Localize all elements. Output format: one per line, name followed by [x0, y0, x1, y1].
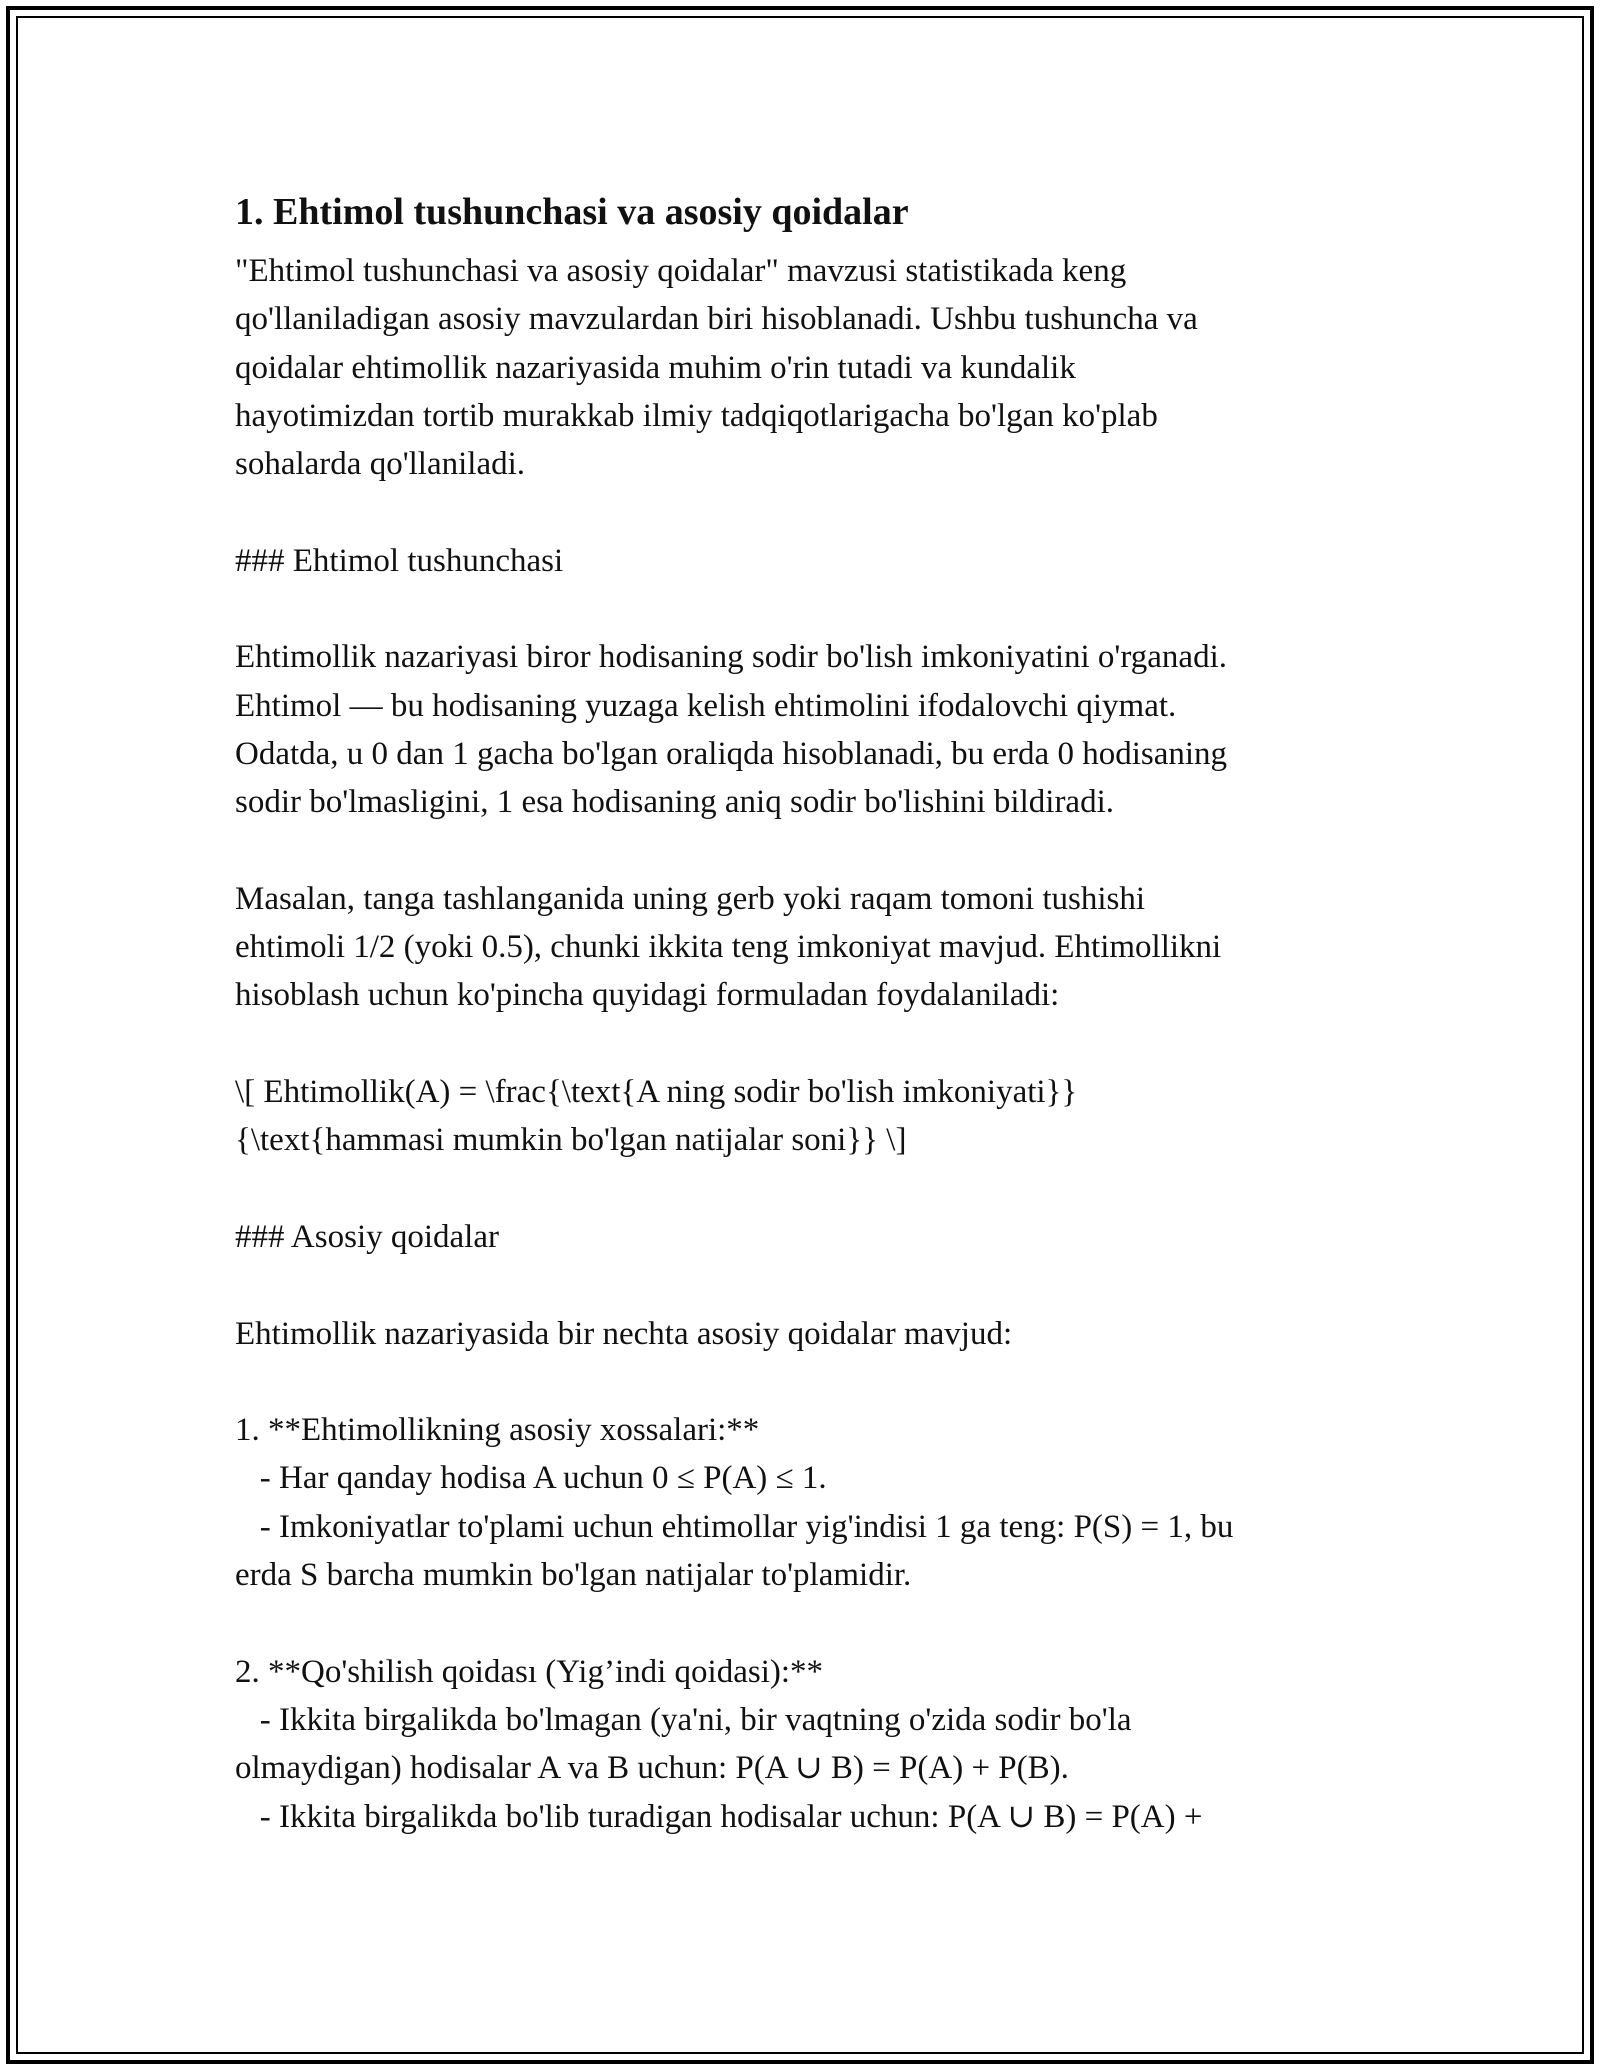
text-line: qo'llaniladigan asosiy mavzulardan biri hisoblanadi. Ushbu tushuncha va [235, 301, 1198, 338]
text-line: Ehtimol — bu hodisaning yuzaga kelish ehtimolini ifodalovchi qiymat. [235, 687, 1177, 724]
spacer [235, 1165, 1365, 1213]
section-heading-rules: ### Asosiy qoidalar [235, 1218, 499, 1255]
list-subitem: - Har qanday hodisa A uchun 0 ≤ P(A) ≤ 1. [235, 1460, 827, 1497]
rule-1-block [235, 1406, 1365, 1599]
rules-intro: Ehtimollik nazariyasida bir nechta asosiy qoidalar mavjud: [235, 1315, 1013, 1352]
document-body [235, 185, 1365, 1841]
text-line: "Ehtimol tushunchasi va asosiy qoidalar" mavzusi statistikada keng [235, 253, 1127, 289]
list-subitem: - Ikkita birgalikda bo'lmagan (ya'ni, bir vaqtning o'zida sodir bo'la [235, 1701, 1132, 1738]
page-title: 1. Ehtimol tushunchasi va asosiy qoidalar [235, 191, 909, 233]
spacer [235, 1020, 1365, 1068]
formula-block [235, 1068, 1365, 1165]
text-line: Odatda, u 0 dan 1 gacha bo'lgan oraliqda hisoblanadi, bu erda 0 hodisaning [235, 735, 1228, 772]
concept-paragraph [235, 633, 1365, 826]
rule-2-block [235, 1648, 1365, 1841]
spacer [235, 1358, 1365, 1406]
list-subitem: - Imkoniyatlar to'plami uchun ehtimollar yig'indisi 1 ga teng: P(S) = 1, bu [235, 1508, 1234, 1545]
spacer [235, 585, 1365, 633]
text-line: hayotimizdan tortib murakkab ilmiy tadqiqotlarigacha bo'lgan ko'plab [235, 397, 1158, 434]
intro-paragraph [235, 247, 1365, 488]
spacer [235, 488, 1365, 536]
section-heading-concept: ### Ehtimol tushunchasi [235, 542, 564, 579]
text-line: sohalarda qo'llaniladi. [235, 446, 526, 483]
text-line: qoidalar ehtimollik nazariyasida muhim o'rin tutadi va kundalik [235, 349, 1076, 386]
list-item-heading: 1. **Ehtimollikning asosiy xossalari:** [235, 1412, 760, 1449]
spacer [235, 1599, 1365, 1647]
text-line: olmaydigan) hodisalar A va B uchun: P(A ∪ B) = P(A) + P(B). [235, 1750, 1069, 1787]
example-paragraph [235, 875, 1365, 1020]
spacer [235, 827, 1365, 875]
text-line: ehtimoli 1/2 (yoki 0.5), chunki ikkita teng imkoniyat mavjud. Ehtimollikni [235, 929, 1222, 966]
spacer [235, 1261, 1365, 1309]
text-line: Ehtimollik nazariyasi biror hodisaning sodir bo'lish imkoniyatini o'rganadi. [235, 639, 1227, 676]
text-line: erda S barcha mumkin bo'lgan natijalar to'plamidir. [235, 1557, 912, 1594]
formula-line: \[ Ehtimollik(A) = \frac{\text{A ning sodir bo'lish imkoniyati}} [235, 1074, 1078, 1111]
list-subitem: - Ikkita birgalikda bo'lib turadigan hodisalar uchun: P(A ∪ B) = P(A) + [235, 1798, 1203, 1835]
text-line: Masalan, tanga tashlanganida uning gerb yoki raqam tomoni tushishi [235, 880, 1146, 917]
formula-line: {\text{hammasi mumkin bo'lgan natijalar soni}} \] [235, 1122, 907, 1159]
text-line: hisoblash uchun ko'pincha quyidagi formuladan foydalaniladi: [235, 977, 1060, 1014]
list-item-heading: 2. **Qo'shilish qoidası (Yig’indi qoidasi):** [235, 1653, 824, 1690]
text-line: sodir bo'lmasligini, 1 esa hodisaning aniq sodir bo'lishini bildiradi. [235, 784, 1114, 821]
